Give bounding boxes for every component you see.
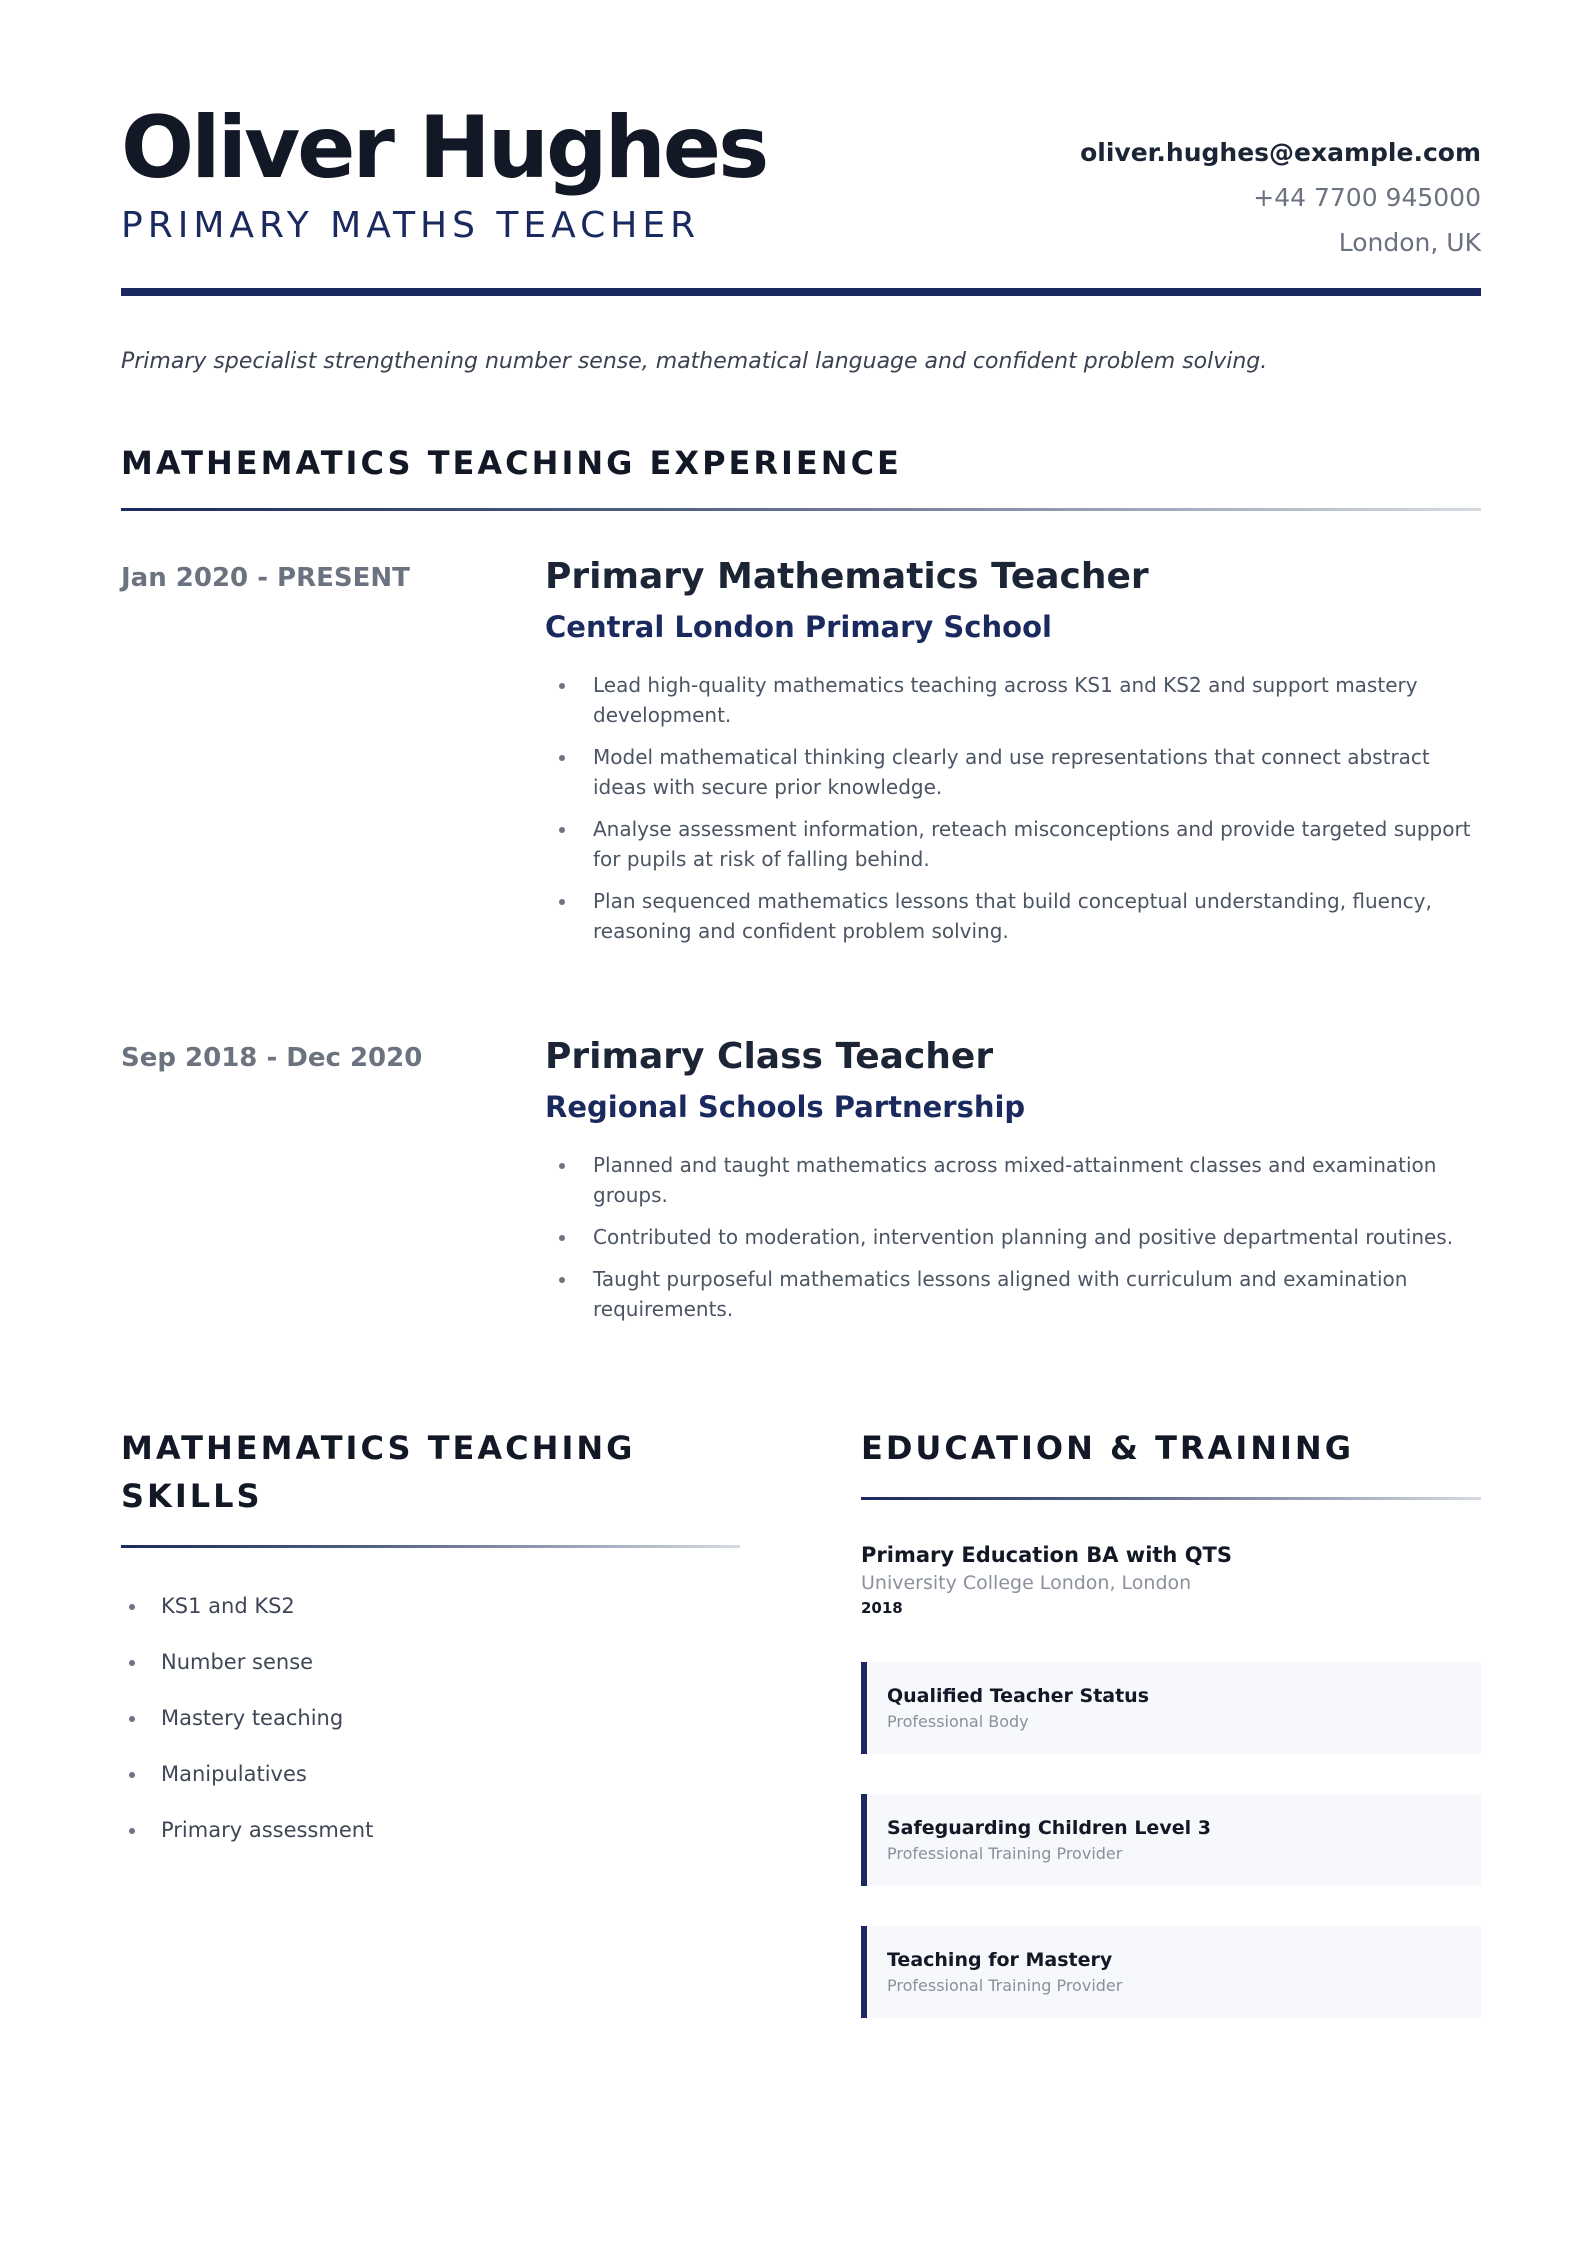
job-dates: Jan 2020 - PRESENT xyxy=(121,563,410,593)
bullet-dot-icon xyxy=(559,827,565,833)
bullet-dot-icon xyxy=(129,1828,135,1834)
skill-item xyxy=(121,1802,740,1858)
bullet-dot-icon xyxy=(559,755,565,761)
education-divider xyxy=(861,1497,1481,1500)
bullet-dot-icon xyxy=(129,1716,135,1722)
skill-item xyxy=(121,1634,740,1690)
skills-section xyxy=(121,1424,740,1858)
skill-label: Mastery teaching xyxy=(161,1706,344,1730)
job-bullet-text: Lead high-quality mathematics teaching across KS1 and KS2 and support mastery development. xyxy=(593,673,1418,727)
job-dates: Sep 2018 - Dec 2020 xyxy=(121,1043,423,1073)
bullet-dot-icon xyxy=(559,1235,565,1241)
resume-header xyxy=(121,92,1481,292)
skill-label: Primary assessment xyxy=(161,1818,374,1842)
bullet-dot-icon xyxy=(129,1660,135,1666)
job-title: Primary Mathematics Teacher xyxy=(545,556,1149,597)
job-bullet xyxy=(545,1222,1481,1252)
certification-title: Qualified Teacher Status xyxy=(887,1685,1150,1707)
education-section xyxy=(861,1424,1481,2018)
job-bullet-text: Plan sequenced mathematics lessons that build conceptual understanding, fluency, reasoning and confident problem solving. xyxy=(593,889,1432,943)
job-title: Primary Class Teacher xyxy=(545,1036,994,1077)
bullet-dot-icon xyxy=(559,1277,565,1283)
skills-divider xyxy=(121,1545,740,1548)
job-bullet-text: Contributed to moderation, intervention planning and positive departmental routines. xyxy=(593,1225,1454,1249)
profile-summary: Primary specialist strengthening number sense, mathematical language and confident problem solving. xyxy=(121,349,1268,374)
job-bullet xyxy=(545,670,1481,730)
job-bullet-text: Analyse assessment information, reteach misconceptions and provide targeted support for pupils at risk of falling behind. xyxy=(593,817,1471,871)
degree-year: 2018 xyxy=(861,1599,903,1617)
bullet-dot-icon xyxy=(129,1772,135,1778)
degree-institution: University College London, London xyxy=(861,1572,1192,1594)
contact-email[interactable]: oliver.hughes@example.com xyxy=(1080,138,1481,167)
job-bullet-text: Taught purposeful mathematics lessons aligned with curriculum and examination requirements. xyxy=(593,1267,1408,1321)
job-bullet-list xyxy=(545,670,1481,946)
skills-list xyxy=(121,1578,740,1858)
job-organisation: Regional Schools Partnership xyxy=(545,1090,1026,1124)
job-bullet-text: Model mathematical thinking clearly and use representations that connect abstract ideas with secure prior knowledge. xyxy=(593,745,1430,799)
job-details xyxy=(545,552,1481,958)
contact-block xyxy=(1080,130,1481,265)
experience-divider xyxy=(121,508,1481,511)
job-bullet xyxy=(545,1150,1481,1210)
job-bullet-list xyxy=(545,1150,1481,1324)
certification-issuer: Professional Body xyxy=(887,1712,1029,1731)
certification-title: Teaching for Mastery xyxy=(887,1949,1113,1971)
job-bullet-text: Planned and taught mathematics across mixed-attainment classes and examination groups. xyxy=(593,1153,1437,1207)
skills-heading: MATHEMATICS TEACHING SKILLS xyxy=(121,1429,636,1515)
experience-heading: MATHEMATICS TEACHING EXPERIENCE xyxy=(121,444,902,482)
job-bullet xyxy=(545,886,1481,946)
skill-item xyxy=(121,1746,740,1802)
skill-item xyxy=(121,1578,740,1634)
job-bullet xyxy=(545,742,1481,802)
certification-title: Safeguarding Children Level 3 xyxy=(887,1817,1211,1839)
skill-label: KS1 and KS2 xyxy=(161,1594,295,1618)
bullet-dot-icon xyxy=(559,899,565,905)
contact-phone: +44 7700 945000 xyxy=(1253,183,1481,212)
certification-card xyxy=(861,1926,1481,2018)
skill-label: Manipulatives xyxy=(161,1762,307,1786)
certification-card xyxy=(861,1794,1481,1886)
job-bullet xyxy=(545,1264,1481,1324)
job-bullet xyxy=(545,814,1481,874)
bullet-dot-icon xyxy=(559,683,565,689)
degree-title: Primary Education BA with QTS xyxy=(861,1543,1232,1567)
candidate-role: PRIMARY MATHS TEACHER xyxy=(121,205,701,246)
certification-card xyxy=(861,1662,1481,1754)
contact-location: London, UK xyxy=(1338,228,1481,257)
header-divider xyxy=(121,288,1481,296)
education-heading: EDUCATION & TRAINING xyxy=(861,1429,1354,1467)
job-details xyxy=(545,1032,1481,1336)
bullet-dot-icon xyxy=(559,1163,565,1169)
candidate-name: Oliver Hughes xyxy=(121,98,767,198)
skill-item xyxy=(121,1690,740,1746)
job-organisation: Central London Primary School xyxy=(545,610,1052,644)
certification-issuer: Professional Training Provider xyxy=(887,1976,1123,1995)
experience-section xyxy=(121,439,1481,487)
skill-label: Number sense xyxy=(161,1650,314,1674)
certification-issuer: Professional Training Provider xyxy=(887,1844,1123,1863)
degree-entry xyxy=(861,1540,1481,1620)
bullet-dot-icon xyxy=(129,1604,135,1610)
